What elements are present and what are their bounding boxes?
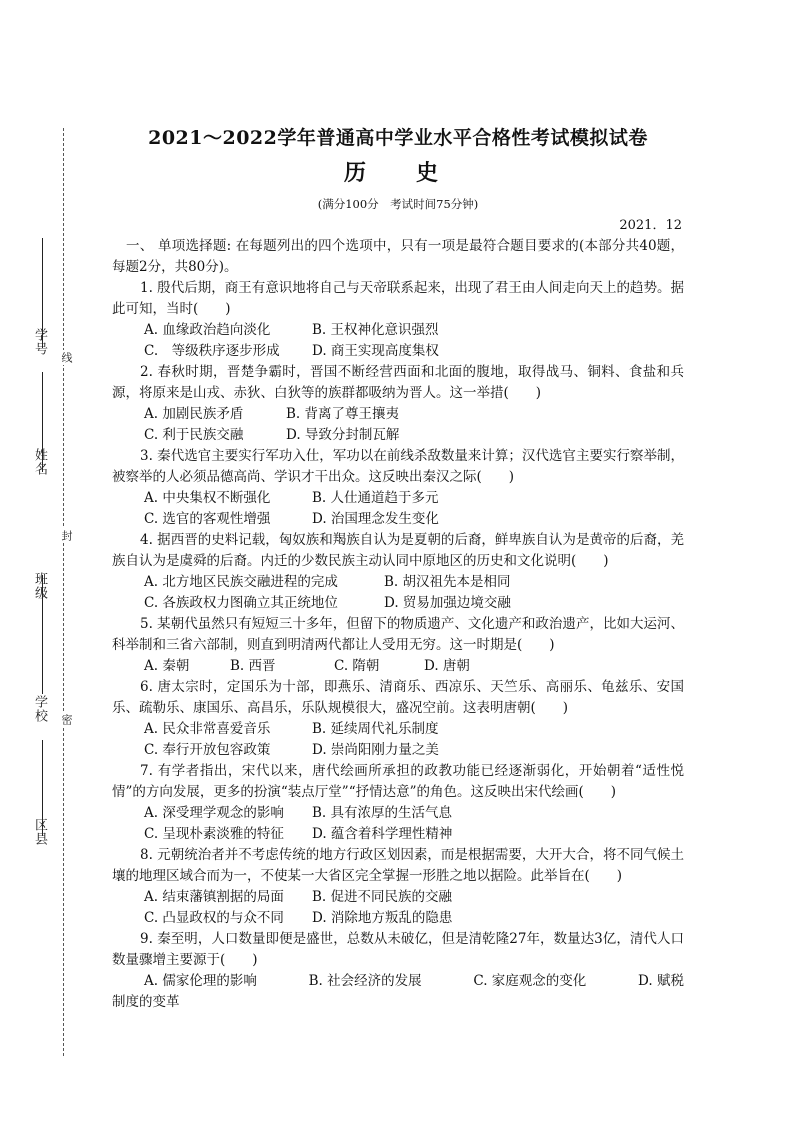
question-options [112, 341, 684, 362]
option-b[interactable]: B. 具有浓厚的生活气息 [312, 805, 453, 821]
cut-mark-line: 线 [60, 352, 73, 363]
question-options [112, 971, 684, 992]
option-a[interactable]: A. 血缘政治趋向淡化 [144, 322, 271, 338]
option-a[interactable]: A. 民众非常喜爱音乐 [144, 721, 271, 737]
option-d[interactable]: D. 贸易加强边境交融 [384, 595, 511, 611]
option-c[interactable]: C. 选官的客观性增强 [144, 511, 271, 527]
question-stem: 8. 元朝统治者并不考虑传统的地方行政区划因素，而是根据需要，大开大合，将不同气候土壤的地理区域合而为一，不使某一大省区完全掌握一形胜之地以据险。此举旨在( ) [112, 847, 684, 884]
question-options [112, 740, 684, 761]
option-d[interactable]: D. 崇尚阳刚力量之美 [312, 742, 439, 758]
option-b[interactable]: B. 社会经济的发展 [308, 973, 422, 989]
name-label: 姓名 [32, 448, 47, 476]
option-c[interactable]: C. 各族政权力图确立其正统地位 [144, 595, 338, 611]
option-a[interactable]: A. 儒家伦理的影响 [144, 973, 257, 989]
question-stem: 7. 有学者指出，宋代以来，唐代绘画所承担的政教功能已经逐渐弱化，开始朝着“适性悦情”的方向发展，更多的扮演“装点厅堂”“抒情达意”的角色。这反映出宋代绘画( ) [112, 763, 684, 800]
question-stem: 6. 唐太宗时，定国乐为十部，即燕乐、清商乐、西凉乐、天竺乐、高丽乐、龟兹乐、安国乐、疏勒乐、康国乐、高昌乐，乐队规模很大，盛况空前。这表明唐朝( ) [112, 679, 684, 716]
option-c[interactable]: C. 家庭观念的变化 [473, 973, 587, 989]
exam-meta: (满分100分 考试时间75分钟) [317, 197, 479, 211]
district-label: 区县 [32, 818, 47, 846]
question-options [112, 320, 684, 341]
school-label: 学校 [32, 695, 47, 723]
question-options [112, 887, 684, 908]
option-b[interactable]: B. 王权神化意识强烈 [312, 322, 439, 338]
option-d[interactable]: D. 导致分封制瓦解 [286, 427, 400, 443]
option-c[interactable]: C. 呈现朴素淡雅的特征 [144, 826, 284, 842]
binding-margin [0, 0, 110, 1123]
question-stem: 4. 据西晋的史料记载，匈奴族和羯族自认为是夏朝的后裔，鲜卑族自认为是黄帝的后裔，羌族自认为是虞舜的后裔。内迁的少数民族主动认同中原地区的历史和文化说明( ) [112, 532, 684, 569]
option-b[interactable]: B. 促进不同民族的交融 [312, 889, 453, 905]
option-b[interactable]: B. 延续周代礼乐制度 [312, 721, 439, 737]
option-c[interactable]: C. 利于民族交融 [144, 427, 244, 443]
question-options [112, 803, 684, 824]
exam-date: 2021．12 [619, 218, 682, 233]
option-d[interactable]: D. 治国理念发生变化 [312, 511, 439, 527]
option-b[interactable]: B. 西晋 [230, 658, 276, 674]
question-options [112, 488, 684, 509]
cut-mark-secret: 密 [60, 714, 73, 725]
option-b[interactable]: B. 背离了尊王攘夷 [286, 406, 400, 422]
section-instructions: 一、 单项选择题: 在每题列出的四个选项中，只有一项是最符合题目要求的(本部分共40题，每题2分，共80分)。 [112, 238, 684, 275]
question-options [112, 908, 684, 929]
option-c[interactable]: C. 等级秩序逐步形成 [144, 343, 280, 359]
question-options [112, 824, 684, 845]
question-stem: 2. 春秋时期，晋楚争霸时，晋国不断经营西面和北面的腹地，取得战马、铜料、食盐和兵源，将原来是山戎、赤狄、白狄等的族群都吸纳为晋人。这一举措( ) [112, 364, 684, 401]
option-d[interactable]: D. 商王实现高度集权 [312, 343, 439, 359]
option-c[interactable]: C. 奉行开放包容政策 [144, 742, 271, 758]
option-a[interactable]: A. 深受理学观念的影响 [144, 805, 284, 821]
question-options [112, 509, 684, 530]
option-c[interactable]: C. 凸显政权的与众不同 [144, 910, 284, 926]
option-a[interactable]: A. 中央集权不断强化 [144, 490, 271, 506]
option-c[interactable]: C. 隋朝 [334, 658, 380, 674]
question-options [112, 572, 684, 593]
option-a[interactable]: A. 秦朝 [144, 658, 190, 674]
option-a[interactable]: A. 北方地区民族交融进程的完成 [144, 574, 338, 590]
school-underline [42, 608, 43, 694]
option-d[interactable]: D. 消除地方叛乱的隐患 [312, 910, 453, 926]
exam-content [112, 122, 684, 1013]
option-a[interactable]: A. 加剧民族矛盾 [144, 406, 244, 422]
question-options [112, 593, 684, 614]
cut-mark-seal: 封 [60, 530, 73, 541]
question-options [112, 425, 684, 446]
student-id-label: 学号 [32, 328, 47, 356]
dashed-cut-line [63, 128, 64, 1056]
question-options [112, 656, 684, 677]
option-d-continuation: 制度的变革 [112, 994, 180, 1010]
question-options [112, 719, 684, 740]
question-stem: 1. 殷代后期，商王有意识地将自己与天帝联系起来，出现了君王由人间走向天上的趋势。据此可知，当时( ) [112, 280, 684, 317]
option-d[interactable]: D. 唐朝 [424, 658, 470, 674]
option-b[interactable]: B. 人仕通道趋于多元 [312, 490, 439, 506]
option-a[interactable]: A. 结束藩镇割据的局面 [144, 889, 284, 905]
option-d[interactable]: D. 赋税 [638, 973, 684, 989]
question-stem: 9. 秦至明，人口数量即便是盛世，总数从未破亿，但是清乾隆27年，数量达3亿，清代人口数量骤增主要源于( ) [112, 931, 684, 968]
option-b[interactable]: B. 胡汉祖先本是相同 [384, 574, 511, 590]
question-options [112, 404, 684, 425]
exam-title: 2021～2022学年普通高中学业水平合格性考试模拟试卷 [148, 127, 648, 149]
question-stem: 5. 某朝代虽然只有短短三十多年，但留下的物质遗产、文化遗产和政治遗产，比如大运河、科举制和三省六部制，则直到明清两代都让人受用无穷。这一时期是( ) [112, 616, 684, 653]
option-d[interactable]: D. 蕴含着科学理性精神 [312, 826, 453, 842]
question-stem: 3. 秦代选官主要实行军功入仕，军功以在前线杀敌数量来计算；汉代选官主要实行察举制，被察举的人必须品德高尚、学识才干出众。这反映出秦汉之际( ) [112, 448, 684, 485]
class-label: 班级 [32, 572, 47, 600]
subject-title: 历 史 [343, 160, 452, 186]
